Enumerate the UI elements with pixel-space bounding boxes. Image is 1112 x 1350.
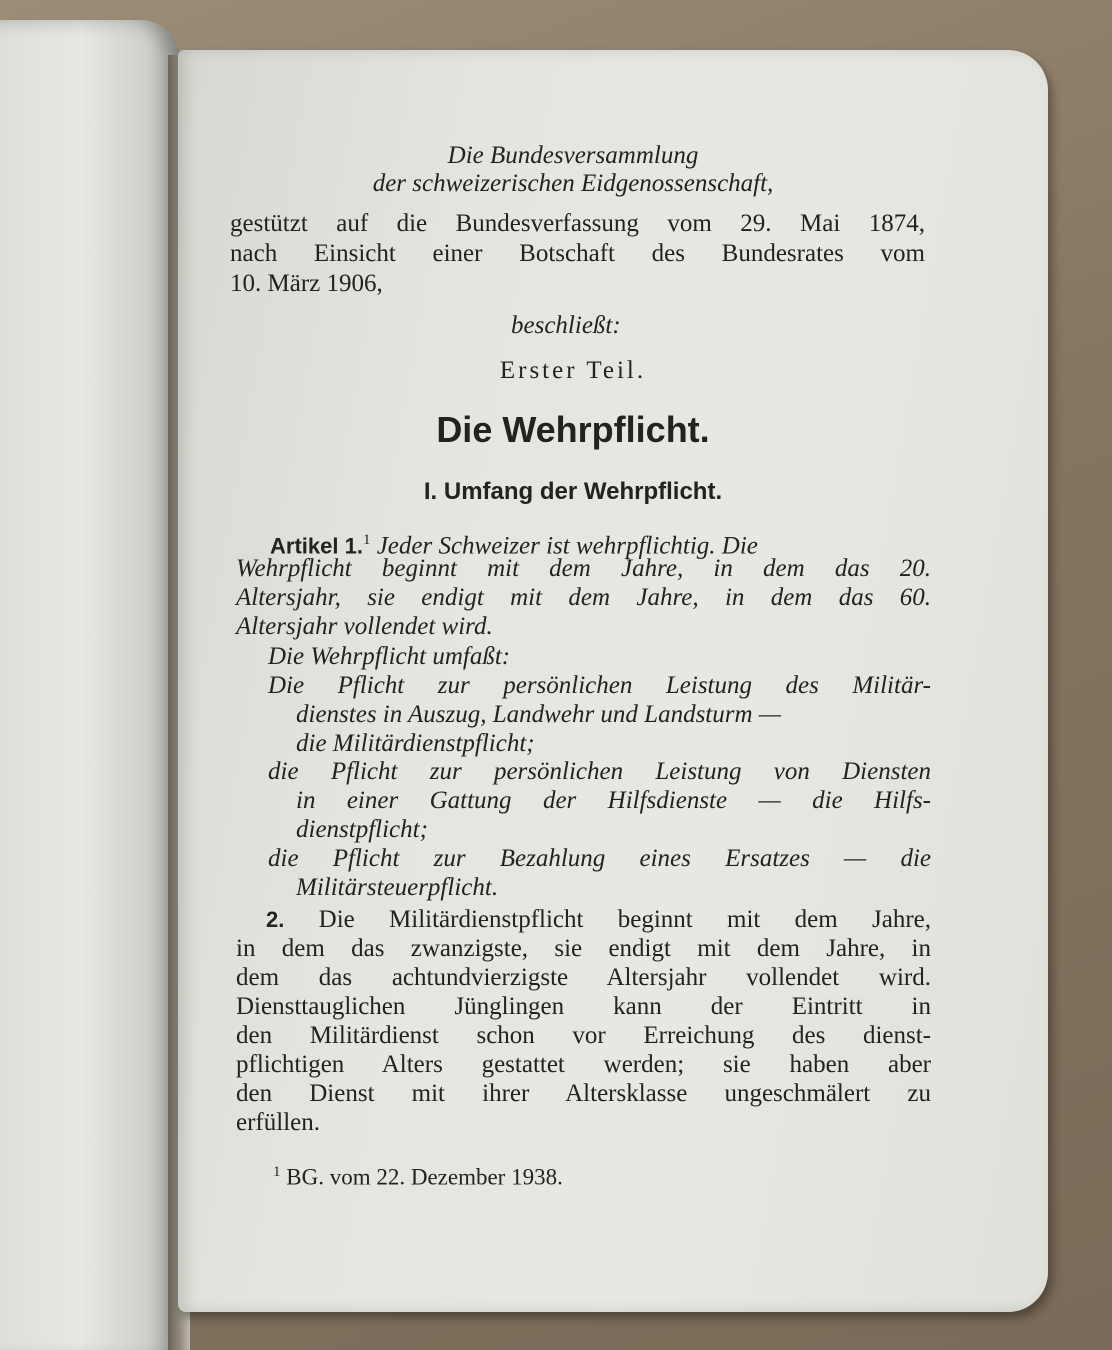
article-2-line: den Dienst mit ihrer Altersklasse ungeschmälert zu: [236, 1080, 931, 1107]
resolves-text: beschließt:: [511, 312, 621, 339]
article-1-line: die Pflicht zur persönlichen Leistung von Diensten: [268, 758, 931, 785]
article-1-line: Die Pflicht zur persönlichen Leistung des Militär-: [268, 672, 931, 699]
footnote-text: BG. vom 22. Dezember 1938.: [286, 1164, 563, 1190]
article-1-line: Die Wehrpflicht umfaßt:: [268, 643, 511, 670]
document-title: Die Wehrpflicht.: [436, 409, 710, 450]
preamble-line-1: Die Bundesversammlung: [447, 142, 699, 169]
article-2-first-line: [266, 906, 931, 934]
preamble-line-3: gestützt auf die Bundesverfassung vom 29. Mai 1874,: [230, 210, 925, 237]
section-heading: I. Umfang der Wehrpflicht.: [423, 478, 723, 505]
article-2-line: in dem das zwanzigste, sie endigt mit dem Jahre, in: [236, 935, 931, 962]
article-1-line: dienstes in Auszug, Landwehr und Landsturm —: [296, 701, 782, 728]
article-1-line: Jeder Schweizer ist wehrpflichtig. Die: [376, 532, 758, 560]
article-1-line: Wehrpflicht beginnt mit dem Jahre, in dem das 20.: [236, 555, 931, 582]
right-page: [178, 50, 1048, 1312]
article-1-label: Artikel 1.: [270, 533, 363, 559]
article-2-line: Diensttauglichen Jünglingen kann der Eintritt in: [236, 993, 931, 1020]
article-1-line: in einer Gattung der Hilfsdienste — die Hilfs-: [296, 787, 931, 814]
article-2-line: den Militärdienst schon vor Erreichung des dienst-: [236, 1022, 931, 1049]
article-2-line: pflichtigen Alters gestattet werden; sie haben aber: [236, 1051, 931, 1078]
footnote-ref: 1: [362, 532, 371, 548]
article-2-line: dem das achtundvierzigste Altersjahr vollendet wird.: [236, 964, 931, 991]
left-page: [0, 20, 180, 1350]
article-1-line: die Militärdienstpflicht;: [296, 730, 535, 757]
article-1-line: Altersjahr, sie endigt mit dem Jahre, in dem das 60.: [236, 584, 931, 611]
footnote: [273, 1158, 563, 1192]
article-1-line: Altersjahr vollendet wird.: [236, 613, 493, 640]
article-2-label: 2.: [266, 907, 285, 932]
article-1-line: dienstpflicht;: [296, 816, 428, 843]
preamble-line-2: der schweizerischen Eidgenossenschaft,: [372, 170, 774, 197]
footnote-marker: 1: [273, 1164, 281, 1180]
part-heading: Erster Teil.: [499, 357, 647, 384]
article-1-line: die Pflicht zur Bezahlung eines Ersatzes — die: [268, 845, 931, 872]
preamble-line-4: nach Einsicht einer Botschaft des Bundesrates vom: [230, 240, 925, 267]
article-2-line: Die Militärdienstpflicht beginnt mit dem Jahre,: [318, 906, 931, 933]
article-2-line: erfüllen.: [236, 1109, 320, 1136]
preamble-line-5: 10. März 1906,: [230, 270, 383, 297]
article-1-line: Militärsteuerpflicht.: [296, 874, 499, 901]
